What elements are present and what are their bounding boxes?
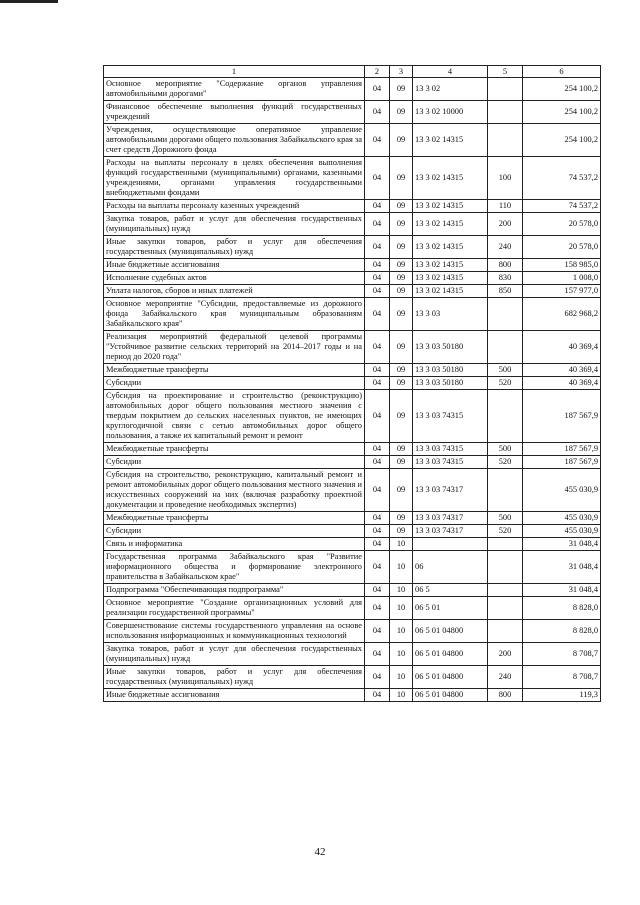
row-name-cell: Расходы на выплаты персоналу казенных учреждений xyxy=(104,200,365,213)
target-article-cell: 06 5 01 04800 xyxy=(413,689,488,702)
section-code-cell: 04 xyxy=(365,364,390,377)
table-row xyxy=(104,525,601,538)
table-row xyxy=(104,101,601,124)
table-row xyxy=(104,666,601,689)
expense-type-cell xyxy=(488,101,523,124)
row-name-cell: Реализация мероприятий федеральной целевой программы "Устойчивое развитие сельских территорий на 2014–2017 годы и на период до 2020 года" xyxy=(104,331,365,364)
subsection-code-cell: 09 xyxy=(390,101,413,124)
table-row xyxy=(104,236,601,259)
expense-type-cell: 200 xyxy=(488,213,523,236)
amount-cell: 455 030,9 xyxy=(523,525,601,538)
target-article-cell: 13 3 03 50180 xyxy=(413,377,488,390)
amount-cell: 31 048,4 xyxy=(523,584,601,597)
subsection-code-cell: 09 xyxy=(390,272,413,285)
row-name-cell: Субсидии xyxy=(104,525,365,538)
row-name-cell: Государственная программа Забайкальского края "Развитие информационного общества и формирование электронного правительства в Забайкальском крае" xyxy=(104,551,365,584)
amount-cell: 254 100,2 xyxy=(523,101,601,124)
table-row xyxy=(104,285,601,298)
amount-cell: 8 708,7 xyxy=(523,666,601,689)
expense-type-cell xyxy=(488,469,523,512)
row-name-cell: Основное мероприятие "Субсидии, предоставляемые из дорожного фонда Забайкальского края муниципальным образованиям Забайкальского края" xyxy=(104,298,365,331)
target-article-cell xyxy=(413,538,488,551)
expense-type-cell xyxy=(488,78,523,101)
table-row xyxy=(104,469,601,512)
target-article-cell: 13 3 03 xyxy=(413,298,488,331)
target-article-cell: 13 3 02 14315 xyxy=(413,236,488,259)
corner-mark xyxy=(0,0,58,3)
amount-cell: 74 537,2 xyxy=(523,200,601,213)
target-article-cell: 13 3 03 50180 xyxy=(413,331,488,364)
row-name-cell: Межбюджетные трансферты xyxy=(104,364,365,377)
row-name-cell: Финансовое обеспечение выполнения функций государственных учреждений xyxy=(104,101,365,124)
subsection-code-cell: 10 xyxy=(390,666,413,689)
amount-cell: 20 578,0 xyxy=(523,236,601,259)
target-article-cell: 13 3 03 74317 xyxy=(413,469,488,512)
subsection-code-cell: 09 xyxy=(390,285,413,298)
table-row xyxy=(104,78,601,101)
row-name-cell: Иные закупки товаров, работ и услуг для обеспечения государственных (муниципальных) нужд xyxy=(104,666,365,689)
header-cell: 3 xyxy=(390,66,413,78)
expense-type-cell xyxy=(488,538,523,551)
section-code-cell: 04 xyxy=(365,643,390,666)
header-row xyxy=(104,66,601,78)
section-code-cell: 04 xyxy=(365,78,390,101)
target-article-cell: 13 3 02 14315 xyxy=(413,285,488,298)
amount-cell: 8 828,0 xyxy=(523,620,601,643)
section-code-cell: 04 xyxy=(365,512,390,525)
subsection-code-cell: 09 xyxy=(390,512,413,525)
target-article-cell: 13 3 02 10000 xyxy=(413,101,488,124)
row-name-cell: Подпрограмма "Обеспечивающая подпрограмма" xyxy=(104,584,365,597)
page-number: 42 xyxy=(314,846,326,858)
subsection-code-cell: 10 xyxy=(390,597,413,620)
subsection-code-cell: 09 xyxy=(390,157,413,200)
header-cell: 6 xyxy=(523,66,601,78)
row-name-cell: Связь и информатика xyxy=(104,538,365,551)
amount-cell: 158 985,0 xyxy=(523,259,601,272)
header-cell: 2 xyxy=(365,66,390,78)
table-row xyxy=(104,298,601,331)
section-code-cell: 04 xyxy=(365,259,390,272)
header-cell: 4 xyxy=(413,66,488,78)
amount-cell: 31 048,4 xyxy=(523,551,601,584)
table-row xyxy=(104,584,601,597)
budget-table xyxy=(103,65,601,702)
section-code-cell: 04 xyxy=(365,377,390,390)
expense-type-cell: 500 xyxy=(488,512,523,525)
table-row xyxy=(104,689,601,702)
section-code-cell: 04 xyxy=(365,620,390,643)
row-name-cell: Исполнение судебных актов xyxy=(104,272,365,285)
amount-cell: 31 048,4 xyxy=(523,538,601,551)
section-code-cell: 04 xyxy=(365,456,390,469)
target-article-cell: 13 3 03 74315 xyxy=(413,390,488,443)
section-code-cell: 04 xyxy=(365,666,390,689)
row-name-cell: Учреждения, осуществляющие оперативное управление автомобильными дорогами общего пользования Забайкальского края за счет средств Дорожного фонда xyxy=(104,124,365,157)
amount-cell: 682 968,2 xyxy=(523,298,601,331)
expense-type-cell xyxy=(488,620,523,643)
table-row xyxy=(104,272,601,285)
subsection-code-cell: 09 xyxy=(390,456,413,469)
amount-cell: 254 100,2 xyxy=(523,78,601,101)
row-name-cell: Закупка товаров, работ и услуг для обеспечения государственных (муниципальных) нужд xyxy=(104,213,365,236)
expense-type-cell: 240 xyxy=(488,236,523,259)
subsection-code-cell: 09 xyxy=(390,124,413,157)
subsection-code-cell: 09 xyxy=(390,390,413,443)
row-name-cell: Основное мероприятие "Содержание органов управления автомобильными дорогами" xyxy=(104,78,365,101)
subsection-code-cell: 09 xyxy=(390,259,413,272)
expense-type-cell: 520 xyxy=(488,456,523,469)
table-row xyxy=(104,124,601,157)
subsection-code-cell: 10 xyxy=(390,538,413,551)
expense-type-cell: 520 xyxy=(488,377,523,390)
subsection-code-cell: 10 xyxy=(390,584,413,597)
expense-type-cell xyxy=(488,331,523,364)
section-code-cell: 04 xyxy=(365,443,390,456)
amount-cell: 74 537,2 xyxy=(523,157,601,200)
expense-type-cell: 500 xyxy=(488,443,523,456)
expense-type-cell xyxy=(488,298,523,331)
target-article-cell: 13 3 03 74315 xyxy=(413,456,488,469)
subsection-code-cell: 10 xyxy=(390,643,413,666)
target-article-cell: 13 3 02 14315 xyxy=(413,259,488,272)
expense-type-cell xyxy=(488,124,523,157)
section-code-cell: 04 xyxy=(365,157,390,200)
amount-cell: 187 567,9 xyxy=(523,443,601,456)
section-code-cell: 04 xyxy=(365,213,390,236)
expense-type-cell xyxy=(488,597,523,620)
row-name-cell: Межбюджетные трансферты xyxy=(104,443,365,456)
amount-cell: 455 030,9 xyxy=(523,512,601,525)
section-code-cell: 04 xyxy=(365,124,390,157)
amount-cell: 187 567,9 xyxy=(523,390,601,443)
row-name-cell: Межбюджетные трансферты xyxy=(104,512,365,525)
subsection-code-cell: 09 xyxy=(390,443,413,456)
target-article-cell: 13 3 03 74317 xyxy=(413,512,488,525)
amount-cell: 1 008,0 xyxy=(523,272,601,285)
subsection-code-cell: 09 xyxy=(390,213,413,236)
table-row xyxy=(104,390,601,443)
table-row xyxy=(104,443,601,456)
section-code-cell: 04 xyxy=(365,101,390,124)
target-article-cell: 13 3 02 14315 xyxy=(413,200,488,213)
section-code-cell: 04 xyxy=(365,525,390,538)
expense-type-cell xyxy=(488,390,523,443)
table-row xyxy=(104,213,601,236)
section-code-cell: 04 xyxy=(365,272,390,285)
target-article-cell: 13 3 02 14315 xyxy=(413,213,488,236)
amount-cell: 254 100,2 xyxy=(523,124,601,157)
section-code-cell: 04 xyxy=(365,469,390,512)
amount-cell: 20 578,0 xyxy=(523,213,601,236)
amount-cell: 8 828,0 xyxy=(523,597,601,620)
amount-cell: 40 369,4 xyxy=(523,364,601,377)
target-article-cell: 13 3 03 74317 xyxy=(413,525,488,538)
amount-cell: 40 369,4 xyxy=(523,331,601,364)
subsection-code-cell: 10 xyxy=(390,551,413,584)
amount-cell: 187 567,9 xyxy=(523,456,601,469)
target-article-cell: 06 5 xyxy=(413,584,488,597)
subsection-code-cell: 09 xyxy=(390,525,413,538)
subsection-code-cell: 09 xyxy=(390,469,413,512)
subsection-code-cell: 09 xyxy=(390,331,413,364)
target-article-cell: 06 5 01 xyxy=(413,597,488,620)
target-article-cell: 06 5 01 04800 xyxy=(413,666,488,689)
amount-cell: 455 030,9 xyxy=(523,469,601,512)
section-code-cell: 04 xyxy=(365,236,390,259)
expense-type-cell: 830 xyxy=(488,272,523,285)
section-code-cell: 04 xyxy=(365,200,390,213)
expense-type-cell: 110 xyxy=(488,200,523,213)
amount-cell: 119,3 xyxy=(523,689,601,702)
table-row xyxy=(104,377,601,390)
subsection-code-cell: 10 xyxy=(390,620,413,643)
row-name-cell: Субсидии xyxy=(104,377,365,390)
expense-type-cell: 800 xyxy=(488,259,523,272)
expense-type-cell: 200 xyxy=(488,643,523,666)
expense-type-cell: 800 xyxy=(488,689,523,702)
target-article-cell: 06 xyxy=(413,551,488,584)
section-code-cell: 04 xyxy=(365,331,390,364)
expense-type-cell: 500 xyxy=(488,364,523,377)
table-row xyxy=(104,620,601,643)
table-row xyxy=(104,551,601,584)
table-body xyxy=(104,78,601,702)
section-code-cell: 04 xyxy=(365,584,390,597)
subsection-code-cell: 09 xyxy=(390,377,413,390)
subsection-code-cell: 09 xyxy=(390,298,413,331)
table-row xyxy=(104,157,601,200)
section-code-cell: 04 xyxy=(365,689,390,702)
subsection-code-cell: 10 xyxy=(390,689,413,702)
row-name-cell: Уплата налогов, сборов и иных платежей xyxy=(104,285,365,298)
target-article-cell: 06 5 01 04800 xyxy=(413,620,488,643)
expense-type-cell: 850 xyxy=(488,285,523,298)
target-article-cell: 13 3 02 14315 xyxy=(413,272,488,285)
table-row xyxy=(104,538,601,551)
table-row xyxy=(104,200,601,213)
row-name-cell: Расходы на выплаты персоналу в целях обеспечения выполнения функций государственными (муниципальными) органами, казенными учреждениями, органами управления государственными внебюджетными фондами xyxy=(104,157,365,200)
target-article-cell: 06 5 01 04800 xyxy=(413,643,488,666)
section-code-cell: 04 xyxy=(365,390,390,443)
section-code-cell: 04 xyxy=(365,285,390,298)
row-name-cell: Иные бюджетные ассигнования xyxy=(104,259,365,272)
row-name-cell: Иные бюджетные ассигнования xyxy=(104,689,365,702)
table-row xyxy=(104,512,601,525)
expense-type-cell xyxy=(488,551,523,584)
amount-cell: 40 369,4 xyxy=(523,377,601,390)
table-row xyxy=(104,364,601,377)
section-code-cell: 04 xyxy=(365,538,390,551)
row-name-cell: Субсидии xyxy=(104,456,365,469)
table-row xyxy=(104,456,601,469)
table-row xyxy=(104,259,601,272)
amount-cell: 8 708,7 xyxy=(523,643,601,666)
subsection-code-cell: 09 xyxy=(390,364,413,377)
table-row xyxy=(104,643,601,666)
amount-cell: 157 977,0 xyxy=(523,285,601,298)
table-row xyxy=(104,331,601,364)
target-article-cell: 13 3 03 74315 xyxy=(413,443,488,456)
row-name-cell: Закупка товаров, работ и услуг для обеспечения государственных (муниципальных) нужд xyxy=(104,643,365,666)
row-name-cell: Основное мероприятие "Создание организационных условий для реализации государственной программы" xyxy=(104,597,365,620)
header-cell: 1 xyxy=(104,66,365,78)
subsection-code-cell: 09 xyxy=(390,200,413,213)
header-cell: 5 xyxy=(488,66,523,78)
row-name-cell: Субсидия на строительство, реконструкцию, капитальный ремонт и ремонт автомобильных дорог общего пользования местного значения и искусственных сооружений на них (включая разработку проектной документации и проведение необходимых экспертиз) xyxy=(104,469,365,512)
subsection-code-cell: 09 xyxy=(390,236,413,259)
row-name-cell: Совершенствование системы государственного управления на основе использования информационных и коммуникационных технологий xyxy=(104,620,365,643)
expense-type-cell: 100 xyxy=(488,157,523,200)
target-article-cell: 13 3 03 50180 xyxy=(413,364,488,377)
target-article-cell: 13 3 02 xyxy=(413,78,488,101)
target-article-cell: 13 3 02 14315 xyxy=(413,157,488,200)
expense-type-cell xyxy=(488,584,523,597)
subsection-code-cell: 09 xyxy=(390,78,413,101)
expense-type-cell: 240 xyxy=(488,666,523,689)
section-code-cell: 04 xyxy=(365,298,390,331)
target-article-cell: 13 3 02 14315 xyxy=(413,124,488,157)
expense-type-cell: 520 xyxy=(488,525,523,538)
row-name-cell: Иные закупки товаров, работ и услуг для обеспечения государственных (муниципальных) нужд xyxy=(104,236,365,259)
table-row xyxy=(104,597,601,620)
row-name-cell: Субсидия на проектирование и строительство (реконструкцию) автомобильных дорог общего пользования местного значения с твердым покрытием до сельских населенных пунктов, не имеющих круглогодичной связи с сетью автомобильных дорог общего пользования, а также их капитальный ремонт и ремонт xyxy=(104,390,365,443)
section-code-cell: 04 xyxy=(365,597,390,620)
section-code-cell: 04 xyxy=(365,551,390,584)
